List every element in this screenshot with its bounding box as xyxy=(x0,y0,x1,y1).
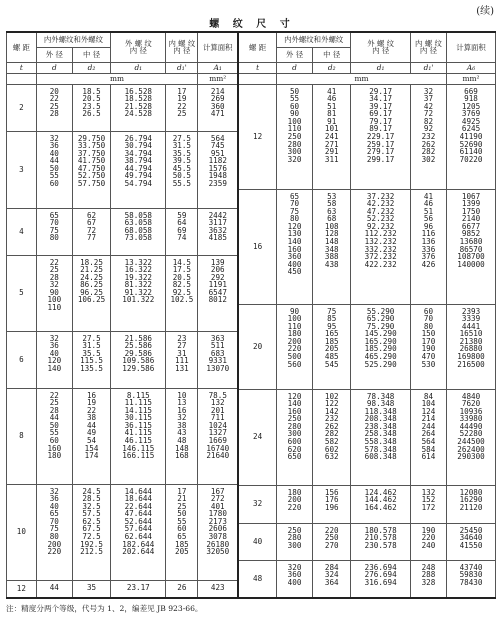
value-cell-d1p: 23 27 31 111 131 xyxy=(166,331,198,388)
value-cell-a: 167 272 401 1780 2173 2606 3078 26180 32050 xyxy=(198,484,238,580)
header-ext-minor-right: 外 螺 纹 内 径 xyxy=(351,32,411,62)
pitch-cell: 32 xyxy=(238,485,276,523)
header-pitch-right: 螺 距 xyxy=(238,32,276,62)
table-title: 螺 纹 尺 寸 xyxy=(209,19,295,30)
continued-label: (续) xyxy=(476,6,494,17)
value-cell-d1: 78.348 98.348 118.348 208.348 238.348 258.348 558.348 578.348 608.348 xyxy=(351,389,411,485)
value-cell-d2: 18.5 20.5 23.5 26.5 xyxy=(72,84,110,131)
header-od-right: 外 径 xyxy=(276,47,312,62)
value-cell-d1: 21.586 25.586 29.586 109.586 129.586 xyxy=(111,331,166,388)
sym-d-right: d xyxy=(276,62,312,73)
value-cell-d1p: 26 xyxy=(166,580,198,598)
value-cell-a: 669 918 1205 3769 4925 6245 41190 52690 61140 70220 xyxy=(447,84,496,189)
sym-d1p-right: d₁' xyxy=(410,62,446,73)
pitch-cell: 40 xyxy=(238,523,276,560)
header-pd-left: 中 径 xyxy=(72,47,110,62)
value-cell-d1: 37.232 42.232 47.232 52.232 92.232 112.232 132.232 332.232 372.232 422.232 xyxy=(351,189,411,304)
pitch-cell: 4 xyxy=(7,208,37,255)
value-cell-d: 32 36 40 65 70 75 80 200 220 xyxy=(36,484,72,580)
value-cell-d1p: 132 152 172 xyxy=(410,485,446,523)
value-cell-a: 12080 16290 21120 xyxy=(447,485,496,523)
pitch-cell: 48 xyxy=(238,560,276,598)
value-cell-d: 50 55 60 90 100 110 250 280 300 320 xyxy=(276,84,312,189)
sym-d1-right: d₁ xyxy=(351,62,411,73)
value-cell-a: 214 269 360 471 xyxy=(198,84,238,131)
value-cell-d: 22 25 28 44 50 55 60 160 180 xyxy=(36,388,72,484)
value-cell-a: 4840 7620 10936 33980 44490 52280 244500 262400 290300 xyxy=(447,389,496,485)
value-cell-a: 564 745 951 1182 1576 1948 2359 xyxy=(198,131,238,208)
value-cell-d2: 284 324 364 xyxy=(313,560,351,598)
thread-dimension-table xyxy=(6,31,496,599)
value-cell-d1: 26.794 30.794 34.794 38.794 44.794 49.794 54.794 xyxy=(111,131,166,208)
value-cell-d1p: 17 21 25 50 55 60 65 185 205 xyxy=(166,484,198,580)
pitch-cell: 10 xyxy=(7,484,37,580)
header-int-minor-right: 内 螺 纹 内 径 xyxy=(410,32,446,62)
value-cell-d1: 124.462 144.462 164.462 xyxy=(351,485,411,523)
value-cell-d: 20 22 25 28 xyxy=(36,84,72,131)
value-cell-a: 2393 3339 4441 16510 21380 26880 169800 216500 xyxy=(447,304,496,389)
value-cell-d1: 180.578 210.578 230.578 xyxy=(351,523,411,560)
value-cell-d: 65 70 75 80 xyxy=(36,208,72,255)
value-cell-d1p: 41 46 51 56 96 116 136 336 376 426 xyxy=(410,189,446,304)
value-cell-d1p: 59 64 69 74 xyxy=(166,208,198,255)
value-cell-d1: 58.058 63.058 68.058 73.058 xyxy=(111,208,166,255)
value-cell-d2: 29.750 33.750 37.750 41.750 47.750 52.750 57.750 xyxy=(72,131,110,208)
value-cell-d1: 8.115 11.115 14.115 30.115 36.115 41.115 46.115 146.115 166.115 xyxy=(111,388,166,484)
value-cell-a: 25450 34640 41550 xyxy=(447,523,496,560)
value-cell-a: 78.5 132 201 711 1024 1327 1669 16740 21640 xyxy=(198,388,238,484)
header-od-left: 外 径 xyxy=(36,47,72,62)
pitch-cell: 6 xyxy=(7,331,37,388)
value-cell-d1: 55.290 65.290 75.290 145.290 165.290 185.290 465.290 525.290 xyxy=(351,304,411,389)
pitch-cell: 20 xyxy=(238,304,276,389)
sym-d2-left: d₂ xyxy=(72,62,110,73)
header-int-minor-left: 内 螺 纹 内 径 xyxy=(166,32,198,62)
sym-d1p-left: d₁' xyxy=(166,62,198,73)
value-cell-d1p: 10 13 16 32 38 43 48 148 168 xyxy=(166,388,198,484)
value-cell-a: 139 206 292 1191 6547 8012 xyxy=(198,255,238,331)
value-cell-d2: 35 xyxy=(72,580,110,598)
value-cell-d2: 62 67 72 77 xyxy=(72,208,110,255)
value-cell-d1p: 27.5 31.5 35.5 39.5 45.5 50.5 55.5 xyxy=(166,131,198,208)
value-cell-a: 1067 1399 1750 2140 6677 9852 13680 86570 108700 140000 xyxy=(447,189,496,304)
unit-mm2-right: mm² xyxy=(447,73,496,84)
header-area-right: 计算面积 xyxy=(447,32,496,62)
value-cell-d1: 236.694 276.694 316.694 xyxy=(351,560,411,598)
value-cell-d1p: 248 288 328 xyxy=(410,560,446,598)
header-in-ex-left: 内外螺纹和外螺纹 xyxy=(36,32,110,47)
value-cell-d2: 41 46 51 81 91 101 241 271 291 311 xyxy=(313,84,351,189)
unit-mm-right: mm xyxy=(276,73,446,84)
header-pitch-left: 螺 距 xyxy=(7,32,37,62)
value-cell-d1p: 84 104 124 214 244 264 564 584 614 xyxy=(410,389,446,485)
table-row xyxy=(7,84,496,131)
pitch-cell: 2 xyxy=(7,84,37,131)
pitch-cell: 12 xyxy=(7,580,37,598)
value-cell-d: 32 36 40 44 50 55 60 xyxy=(36,131,72,208)
value-cell-d1p: 14.5 17.5 20.5 82.5 92.5 102.5 xyxy=(166,255,198,331)
value-cell-d1: 13.322 16.322 19.322 81.322 91.322 101.322 xyxy=(111,255,166,331)
unit-mm2-left: mm² xyxy=(198,73,238,84)
pitch-cell: 24 xyxy=(238,389,276,485)
header-in-ex-right: 内外螺纹和外螺纹 xyxy=(276,32,350,47)
pitch-cell: 8 xyxy=(7,388,37,484)
value-cell-d2: 53 58 63 68 108 128 148 348 388 438 xyxy=(313,189,351,304)
value-cell-d2: 24.5 28.5 32.5 57.5 62.5 67.5 72.5 192.5 212.5 xyxy=(72,484,110,580)
value-cell-d1p: 60 70 80 150 170 190 470 530 xyxy=(410,304,446,389)
pitch-cell: 3 xyxy=(7,131,37,208)
value-cell-d: 90 100 110 180 200 220 500 560 xyxy=(276,304,312,389)
footnote: 注：精度分两个等级，代号为 1、2，编差见 JB 923-66。 xyxy=(6,604,203,613)
value-cell-a: 2442 3117 3632 4185 xyxy=(198,208,238,255)
value-cell-d2: 27.5 31.5 35.5 115.5 135.5 xyxy=(72,331,110,388)
value-cell-d: 22 25 28 32 90 100 110 xyxy=(36,255,72,331)
value-cell-d1p: 32 37 42 72 82 92 232 262 282 302 xyxy=(410,84,446,189)
value-cell-d1p: 190 220 240 xyxy=(410,523,446,560)
sym-d-left: d xyxy=(36,62,72,73)
value-cell-d: 44 xyxy=(36,580,72,598)
value-cell-d2: 156 176 196 xyxy=(313,485,351,523)
value-cell-d: 320 360 400 xyxy=(276,560,312,598)
sym-t-left: t xyxy=(7,62,37,73)
unit-mm-left: mm xyxy=(36,73,198,84)
value-cell-d2: 18.25 21.25 24.25 86.25 96.25 106.25 xyxy=(72,255,110,331)
value-cell-d1: 29.17 34.17 39.17 69.17 79.17 89.17 229.17 259.17 279.17 299.17 xyxy=(351,84,411,189)
header-area-left: 计算面积 xyxy=(198,32,238,62)
unit-blank-right xyxy=(238,73,276,84)
value-cell-d2: 75 85 95 165 185 205 485 545 xyxy=(313,304,351,389)
sym-a6-right: A₆ xyxy=(447,62,496,73)
value-cell-d1: 14.644 18.644 22.644 47.644 52.644 57.644 62.644 182.644 202.644 xyxy=(111,484,166,580)
pitch-cell: 12 xyxy=(238,84,276,189)
header-ext-minor-left: 外 螺 纹 内 径 xyxy=(111,32,166,62)
value-cell-a: 43740 59830 78430 xyxy=(447,560,496,598)
value-cell-a: 363 511 683 9331 13070 xyxy=(198,331,238,388)
sym-d2-right: d₂ xyxy=(313,62,351,73)
value-cell-d1: 23.17 xyxy=(111,580,166,598)
value-cell-d: 32 36 40 120 140 xyxy=(36,331,72,388)
header-pd-right: 中 径 xyxy=(313,47,351,62)
value-cell-a: 423 xyxy=(198,580,238,598)
pitch-cell: 5 xyxy=(7,255,37,331)
value-cell-d: 120 140 160 250 280 300 600 620 650 xyxy=(276,389,312,485)
value-cell-d2: 102 122 142 232 262 282 582 602 632 xyxy=(313,389,351,485)
sym-a1-left: A₁ xyxy=(198,62,238,73)
unit-blank-left xyxy=(7,73,37,84)
value-cell-d: 180 200 220 xyxy=(276,485,312,523)
sym-t-right: t xyxy=(238,62,276,73)
pitch-cell: 16 xyxy=(238,189,276,304)
value-cell-d2: 16 19 22 38 44 49 54 154 174 xyxy=(72,388,110,484)
sym-d1-left: d₁ xyxy=(111,62,166,73)
value-cell-d: 65 70 75 80 120 130 140 160 360 400 450 xyxy=(276,189,312,304)
value-cell-d: 250 280 300 xyxy=(276,523,312,560)
value-cell-d1: 16.528 18.528 21.528 24.528 xyxy=(111,84,166,131)
value-cell-d2: 220 250 270 xyxy=(313,523,351,560)
value-cell-d1p: 17 19 22 25 xyxy=(166,84,198,131)
